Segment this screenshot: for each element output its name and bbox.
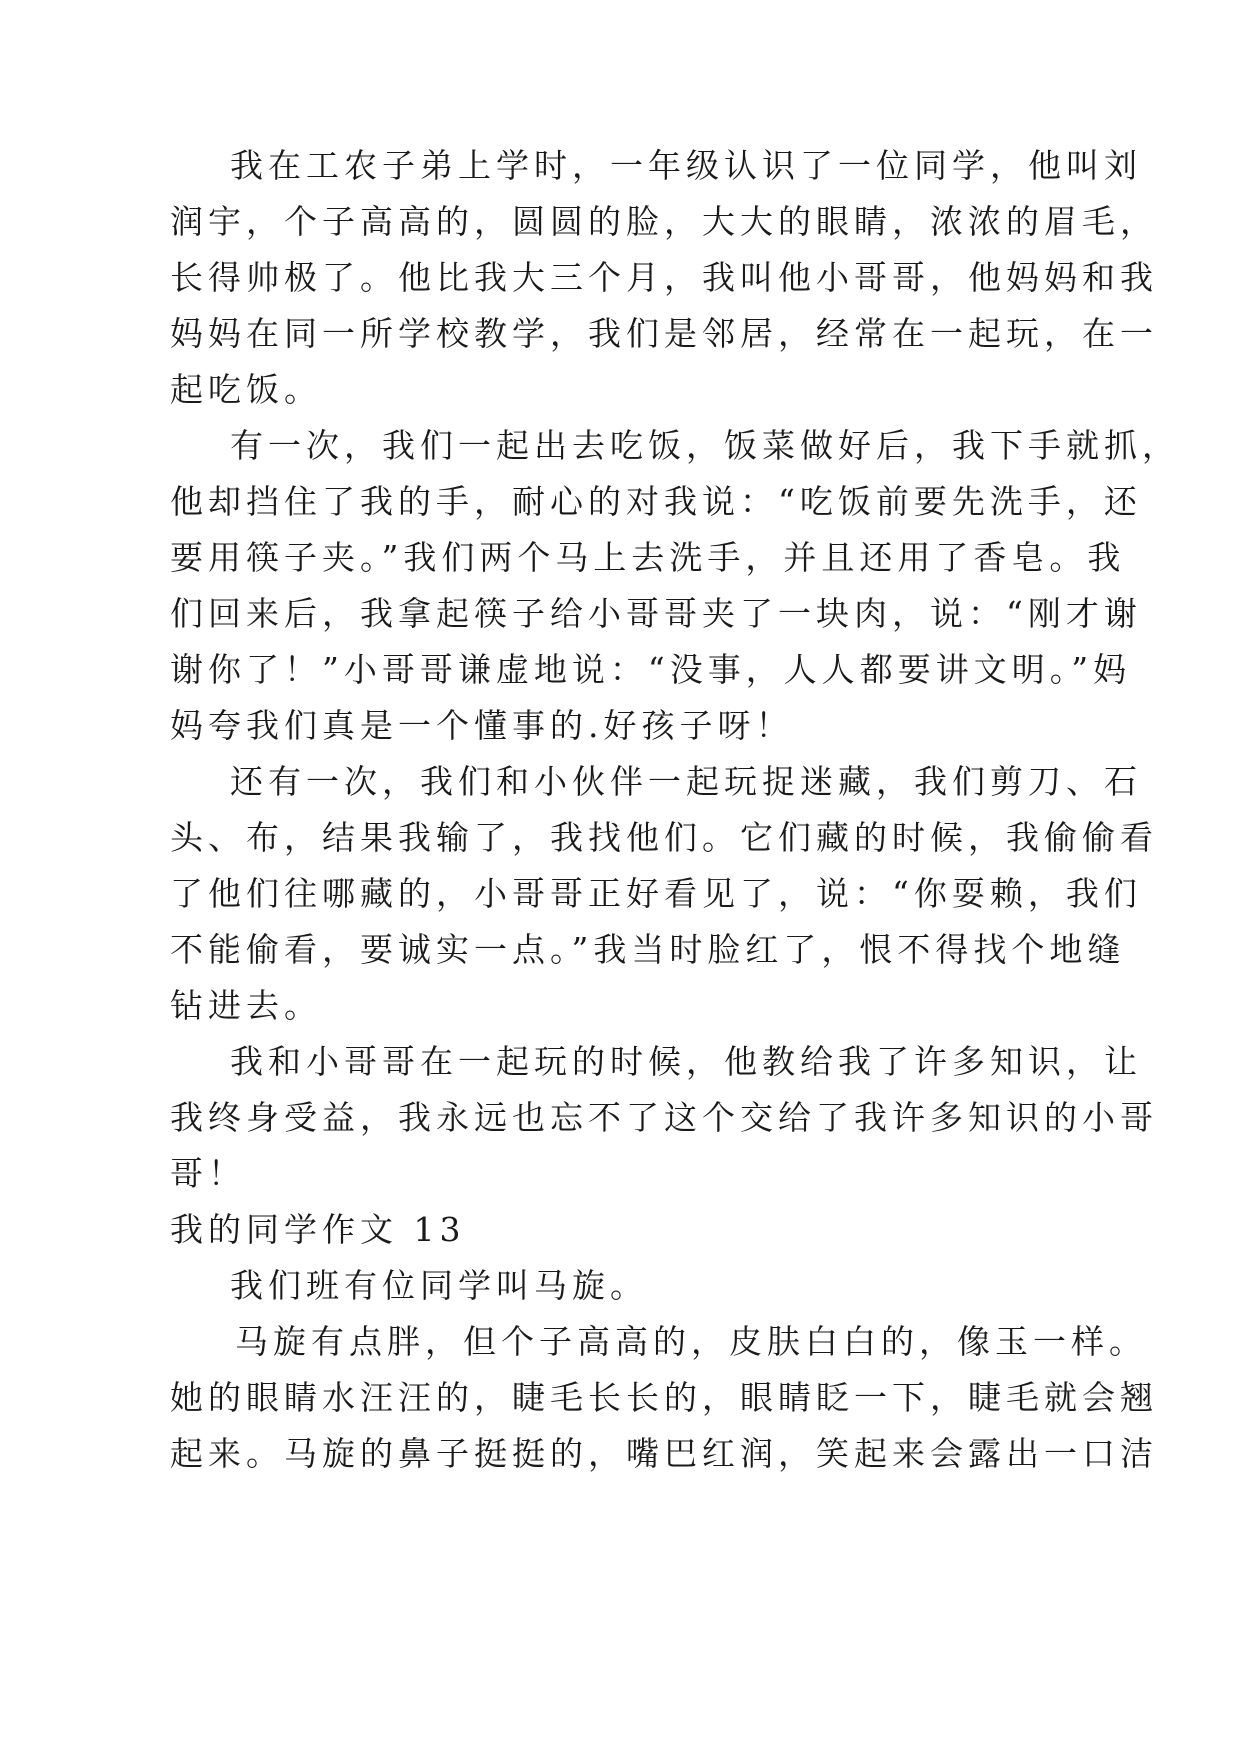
paragraph-line: 还有一次，我们和小伙伴一起玩捉迷藏，我们剪刀、石 xyxy=(230,762,1142,801)
paragraph-line: 不能偷看，要诚实一点。”我当时脸红了，恨不得找个地缝 xyxy=(170,930,1126,969)
paragraph-line: 钻进去。 xyxy=(170,986,322,1025)
paragraph-line: 了他们往哪藏的，小哥哥正好看见了，说：“你耍赖，我们 xyxy=(170,874,1142,913)
paragraph-line: 起来。马旋的鼻子挺挺的，嘴巴红润，笑起来会露出一口洁 xyxy=(170,1434,1158,1473)
paragraph-line: 要用筷子夹。”我们两个马上去洗手，并且还用了香皂。我 xyxy=(170,538,1126,577)
paragraph-line: 我们班有位同学叫马旋。 xyxy=(230,1266,648,1305)
paragraph-line: 他却挡住了我的手，耐心的对我说：“吃饭前要先洗手，还 xyxy=(170,482,1142,521)
section-heading: 我的同学作文 13 xyxy=(170,1210,466,1249)
paragraph-line: 头、布，结果我输了，我找他们。它们藏的时候，我偷偷看 xyxy=(170,818,1158,857)
paragraph-line: 哥！ xyxy=(170,1154,246,1193)
paragraph-line: 长得帅极了。他比我大三个月，我叫他小哥哥，他妈妈和我 xyxy=(170,258,1158,297)
paragraph-line: 妈夸我们真是一个懂事的.好孩子呀！ xyxy=(170,706,794,745)
paragraph-line: 我终身受益，我永远也忘不了这个交给了我许多知识的小哥 xyxy=(170,1098,1158,1137)
paragraph-line: 马旋有点胖，但个子高高的，皮肤白白的，像玉一样。 xyxy=(235,1322,1147,1361)
paragraph-line: 谢你了！”小哥哥谦虚地说：“没事，人人都要讲文明。”妈 xyxy=(170,650,1132,689)
paragraph-line: 有一次，我们一起出去吃饭，饭菜做好后，我下手就抓， xyxy=(230,426,1180,465)
paragraph-line: 她的眼睛水汪汪的，睫毛长长的，眼睛眨一下，睫毛就会翘 xyxy=(170,1378,1158,1417)
paragraph-line: 妈妈在同一所学校教学，我们是邻居，经常在一起玩，在一 xyxy=(170,314,1158,353)
paragraph-line: 起吃饭。 xyxy=(170,370,322,409)
paragraph-line: 我在工农子弟上学时，一年级认识了一位同学，他叫刘 xyxy=(230,146,1142,185)
paragraph-line: 润宇，个子高高的，圆圆的脸，大大的眼睛，浓浓的眉毛， xyxy=(170,202,1158,241)
paragraph-line: 们回来后，我拿起筷子给小哥哥夹了一块肉，说：“刚才谢 xyxy=(170,594,1142,633)
paragraph-line: 我和小哥哥在一起玩的时候，他教给我了许多知识，让 xyxy=(230,1042,1142,1081)
